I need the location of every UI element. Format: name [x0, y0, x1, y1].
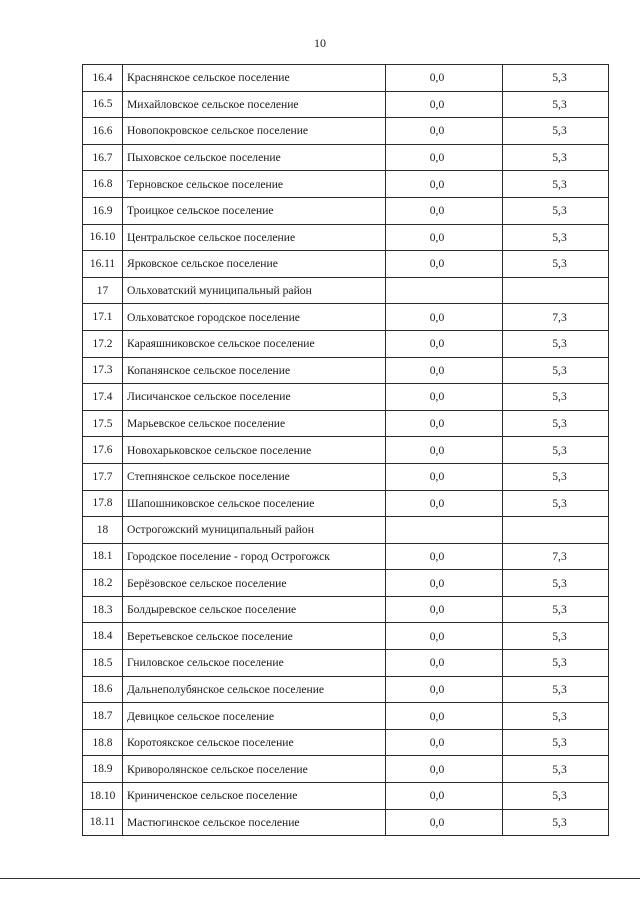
value-1-cell: 0,0 — [386, 463, 503, 490]
value-1-cell — [386, 517, 503, 544]
table-row — [83, 490, 609, 517]
value-1-cell: 0,0 — [386, 144, 503, 171]
table-body — [83, 65, 609, 836]
value-2-cell: 5,3 — [503, 463, 609, 490]
table-row — [83, 543, 609, 570]
value-1-cell: 0,0 — [386, 91, 503, 118]
settlement-name-cell: Криниченское сельское поселение — [123, 783, 386, 810]
value-2-cell: 5,3 — [503, 197, 609, 224]
table-row — [83, 596, 609, 623]
settlement-name-cell: Троицкое сельское поселение — [123, 197, 386, 224]
table-row — [83, 91, 609, 118]
settlement-name-cell: Шапошниковское сельское поселение — [123, 490, 386, 517]
settlement-name-cell: Гниловское сельское поселение — [123, 650, 386, 677]
row-number-cell: 17.8 — [83, 490, 123, 517]
settlement-name-cell: Городское поселение - город Острогожск — [123, 543, 386, 570]
value-1-cell: 0,0 — [386, 676, 503, 703]
table-row — [83, 517, 609, 544]
table-row — [83, 384, 609, 411]
row-number-cell: 16.10 — [83, 224, 123, 251]
table-row — [83, 251, 609, 278]
settlement-name-cell: Михайловское сельское поселение — [123, 91, 386, 118]
value-1-cell: 0,0 — [386, 357, 503, 384]
row-number-cell: 16.9 — [83, 197, 123, 224]
settlement-name-cell: Степнянское сельское поселение — [123, 463, 386, 490]
value-1-cell: 0,0 — [386, 224, 503, 251]
value-2-cell: 5,3 — [503, 144, 609, 171]
settlement-name-cell: Караяшниковское сельское поселение — [123, 330, 386, 357]
value-2-cell: 5,3 — [503, 756, 609, 783]
row-number-cell: 18.7 — [83, 703, 123, 730]
value-2-cell: 5,3 — [503, 65, 609, 92]
settlement-name-cell: Девицкое сельское поселение — [123, 703, 386, 730]
table-row — [83, 171, 609, 198]
row-number-cell: 17.5 — [83, 410, 123, 437]
settlement-name-cell: Новопокровское сельское поселение — [123, 118, 386, 145]
value-1-cell: 0,0 — [386, 437, 503, 464]
row-number-cell: 17.6 — [83, 437, 123, 464]
value-1-cell: 0,0 — [386, 729, 503, 756]
value-2-cell: 5,3 — [503, 703, 609, 730]
settlement-name-cell: Дальнеполубянское сельское поселение — [123, 676, 386, 703]
settlement-name-cell: Криворолянское сельское поселение — [123, 756, 386, 783]
value-2-cell: 5,3 — [503, 224, 609, 251]
value-1-cell: 0,0 — [386, 570, 503, 597]
settlement-name-cell: Марьевское сельское поселение — [123, 410, 386, 437]
settlement-name-cell: Терновское сельское поселение — [123, 171, 386, 198]
table-row — [83, 756, 609, 783]
settlements-table — [82, 64, 609, 836]
value-2-cell: 5,3 — [503, 437, 609, 464]
row-number-cell: 18.8 — [83, 729, 123, 756]
row-number-cell: 18.4 — [83, 623, 123, 650]
value-1-cell: 0,0 — [386, 756, 503, 783]
value-2-cell: 5,3 — [503, 623, 609, 650]
row-number-cell: 17.3 — [83, 357, 123, 384]
value-2-cell — [503, 277, 609, 304]
value-2-cell: 5,3 — [503, 596, 609, 623]
settlement-name-cell: Ольховатское городское поселение — [123, 304, 386, 331]
value-2-cell: 5,3 — [503, 330, 609, 357]
settlement-name-cell: Краснянское сельское поселение — [123, 65, 386, 92]
table-row — [83, 144, 609, 171]
settlement-name-cell: Веретьевское сельское поселение — [123, 623, 386, 650]
row-number-cell: 18.10 — [83, 783, 123, 810]
table-row — [83, 118, 609, 145]
table-row — [83, 703, 609, 730]
row-number-cell: 17.4 — [83, 384, 123, 411]
settlement-name-cell: Пыховское сельское поселение — [123, 144, 386, 171]
table-row — [83, 277, 609, 304]
settlement-name-cell: Ярковское сельское поселение — [123, 251, 386, 278]
row-number-cell: 16.8 — [83, 171, 123, 198]
table-row — [83, 410, 609, 437]
row-number-cell: 18.5 — [83, 650, 123, 677]
row-number-cell: 16.11 — [83, 251, 123, 278]
table-row — [83, 65, 609, 92]
value-1-cell: 0,0 — [386, 65, 503, 92]
value-2-cell: 5,3 — [503, 490, 609, 517]
table-row — [83, 304, 609, 331]
value-2-cell: 5,3 — [503, 729, 609, 756]
value-1-cell: 0,0 — [386, 809, 503, 836]
value-1-cell: 0,0 — [386, 118, 503, 145]
value-1-cell: 0,0 — [386, 410, 503, 437]
row-number-cell: 16.7 — [83, 144, 123, 171]
value-1-cell: 0,0 — [386, 490, 503, 517]
value-1-cell: 0,0 — [386, 304, 503, 331]
value-1-cell: 0,0 — [386, 197, 503, 224]
value-2-cell: 5,3 — [503, 783, 609, 810]
table-row — [83, 357, 609, 384]
settlement-name-cell: Лисичанское сельское поселение — [123, 384, 386, 411]
table-row — [83, 729, 609, 756]
value-1-cell: 0,0 — [386, 783, 503, 810]
row-number-cell: 18.6 — [83, 676, 123, 703]
row-number-cell: 17.1 — [83, 304, 123, 331]
table-row — [83, 463, 609, 490]
page-number: 10 — [314, 36, 326, 50]
settlement-name-cell: Мастюгинское сельское поселение — [123, 809, 386, 836]
value-1-cell: 0,0 — [386, 171, 503, 198]
row-number-cell: 18.2 — [83, 570, 123, 597]
value-1-cell: 0,0 — [386, 623, 503, 650]
value-2-cell: 5,3 — [503, 171, 609, 198]
value-2-cell: 5,3 — [503, 410, 609, 437]
row-number-cell: 18.3 — [83, 596, 123, 623]
settlement-name-cell: Ольховатский муниципальный район — [123, 277, 386, 304]
value-2-cell: 5,3 — [503, 357, 609, 384]
value-2-cell: 5,3 — [503, 809, 609, 836]
value-2-cell: 7,3 — [503, 304, 609, 331]
row-number-cell: 16.6 — [83, 118, 123, 145]
settlement-name-cell: Берёзовское сельское поселение — [123, 570, 386, 597]
table-row — [83, 676, 609, 703]
value-1-cell: 0,0 — [386, 543, 503, 570]
settlement-name-cell: Новохарьковское сельское поселение — [123, 437, 386, 464]
value-2-cell: 5,3 — [503, 91, 609, 118]
row-number-cell: 16.5 — [83, 91, 123, 118]
value-1-cell: 0,0 — [386, 650, 503, 677]
table-row — [83, 623, 609, 650]
settlement-name-cell: Коротоякское сельское поселение — [123, 729, 386, 756]
row-number-cell: 17.7 — [83, 463, 123, 490]
value-1-cell: 0,0 — [386, 330, 503, 357]
row-number-cell: 17 — [83, 277, 123, 304]
settlement-name-cell: Острогожский муниципальный район — [123, 517, 386, 544]
table-row — [83, 437, 609, 464]
table-row — [83, 224, 609, 251]
footer-rule — [0, 878, 640, 879]
row-number-cell: 18.1 — [83, 543, 123, 570]
row-number-cell: 18.9 — [83, 756, 123, 783]
value-1-cell: 0,0 — [386, 251, 503, 278]
value-2-cell — [503, 517, 609, 544]
row-number-cell: 17.2 — [83, 330, 123, 357]
table-row — [83, 197, 609, 224]
value-1-cell: 0,0 — [386, 596, 503, 623]
value-2-cell: 5,3 — [503, 676, 609, 703]
row-number-cell: 18 — [83, 517, 123, 544]
value-2-cell: 7,3 — [503, 543, 609, 570]
settlement-name-cell: Болдыревское сельское поселение — [123, 596, 386, 623]
value-1-cell — [386, 277, 503, 304]
row-number-cell: 18.11 — [83, 809, 123, 836]
settlement-name-cell: Копанянское сельское поселение — [123, 357, 386, 384]
value-1-cell: 0,0 — [386, 703, 503, 730]
value-2-cell: 5,3 — [503, 384, 609, 411]
table-row — [83, 330, 609, 357]
value-1-cell: 0,0 — [386, 384, 503, 411]
table-row — [83, 809, 609, 836]
value-2-cell: 5,3 — [503, 251, 609, 278]
value-2-cell: 5,3 — [503, 570, 609, 597]
value-2-cell: 5,3 — [503, 650, 609, 677]
value-2-cell: 5,3 — [503, 118, 609, 145]
table-row — [83, 650, 609, 677]
table-row — [83, 570, 609, 597]
table-row — [83, 783, 609, 810]
settlement-name-cell: Центральское сельское поселение — [123, 224, 386, 251]
row-number-cell: 16.4 — [83, 65, 123, 92]
